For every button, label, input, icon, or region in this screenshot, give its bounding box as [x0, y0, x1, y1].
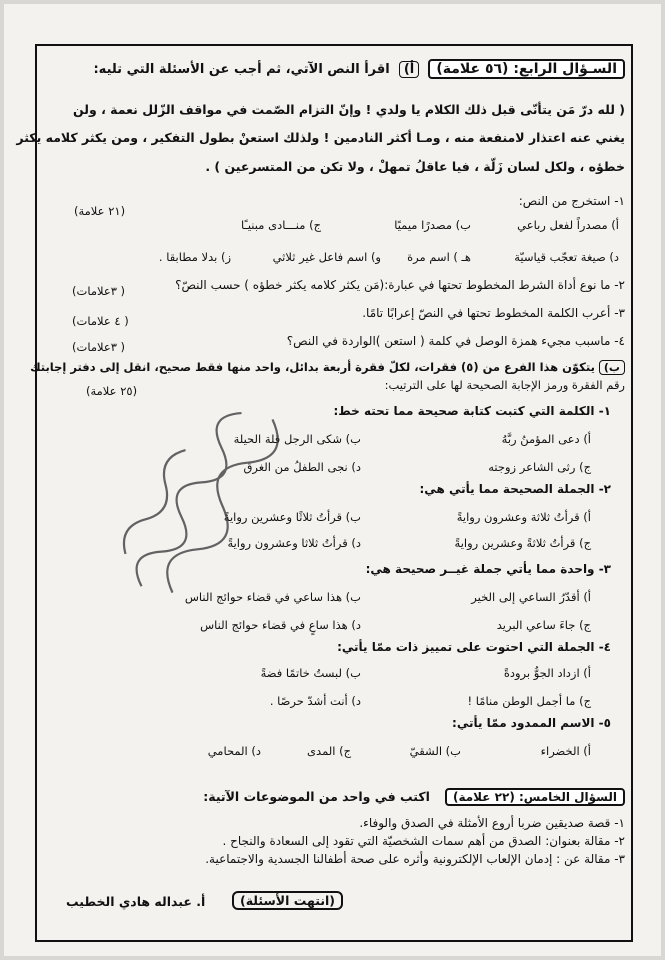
- passage-line-3: خطؤه ، ولكل لسان زَلّة ، فيا عاقلُ تمهلْ ، ولا تكن من المتسرعين ) .: [205, 159, 625, 174]
- question-4-instruction: اقرأ النص الآتي، ثم أجب عن الأسئلة التي تليه:: [93, 62, 390, 77]
- part-b-mark: (٢٥ علامة): [86, 384, 138, 398]
- mcq-1-option-b: ب) شكى الرجل قلة الحيلة: [233, 432, 361, 446]
- end-of-questions: [232, 890, 343, 909]
- mcq-2-stem: ٢- الجملة الصحيحة مما يأتي هي:: [419, 482, 611, 496]
- mcq-3-option-b: ب) هذا ساعي في قضاء حوائج الناس: [184, 590, 361, 604]
- question-4-header: [93, 58, 625, 78]
- passage-line-1: ( لله درّ مَن يتأنّى قبل ذلك الكلام يا ولدي ! وإنّ التزام الصّمت في مواقف الزّلل نعمة ، ولن: [73, 102, 625, 117]
- exam-sheet: [4, 4, 661, 956]
- part-b-line-2: رقم الفقرة ورمز الإجابة الصحيحة لها على الترتيب:: [384, 378, 625, 392]
- mcq-1-option-d: د) نجى الطفلُ من الغرق: [243, 460, 361, 474]
- question-4-title: السـؤال الرابع: (٥٦ علامة): [428, 59, 625, 79]
- mcq-3-stem: ٣- واحدة مما يأتي جملة غيــر صحيحة هي:: [365, 562, 611, 576]
- extract-b: ب) مصدرًا ميميًا: [394, 218, 471, 232]
- mcq-3-option-d: د) هذا ساعٍ في قضاء حوائج الناس: [200, 618, 361, 632]
- passage-line-2: يغني عنه اعتذار لامنفعة منه ، ومـا أكثر النادمين ! ولذلك استعنْ بطول التفكير ، ومن يكثر كلامه يكثر: [16, 130, 625, 145]
- question-5-title: السؤال الخامس: (٢٢ علامة): [445, 788, 625, 806]
- mcq-4-option-b: ب) لبستُ خاتمًا فضةً: [260, 666, 361, 680]
- item-4-mark: ( ٣علامات): [72, 340, 126, 354]
- mcq-4-option-d: د) أنت أشدّ حرصًا .: [269, 694, 361, 708]
- extract-a: أ) مصدراً لفعل رباعي: [517, 218, 619, 232]
- mcq-5-stem: ٥- الاسم الممدود ممّا يأتي:: [452, 716, 611, 730]
- mcq-4-option-c: ج) ما أجمل الوطن منامًا !: [467, 694, 591, 708]
- part-b-line-1: [30, 360, 625, 375]
- part-b-instruction-1: يتكوّن هذا الفرع من (٥) فقرات، لكلّ فقرة أربعة بدائل، واحد منها فقط صحيح، انقل إلى دفتر إجابتك: [30, 360, 595, 374]
- extract-c: ج) منـــادى مبنيـًا: [240, 218, 321, 232]
- item-3-text: ٣- أعرب الكلمة المخطوط تحتها في النصّ إعرابًا تامًا.: [362, 306, 625, 320]
- extract-f: و) اسم فاعل غير ثلاثي: [272, 250, 381, 264]
- end-label: (انتهت الأسئلة): [232, 891, 343, 910]
- extract-g: ز) بدلا مطابقا .: [158, 250, 231, 264]
- mcq-3-option-a: أ) أقدّرُ الساعي إلى الخير: [471, 590, 591, 604]
- item-4-text: ٤- ماسبب مجيء همزة الوصل في كلمة ( استعن )الواردة في النص؟: [286, 334, 625, 348]
- topic-3: ٣- مقالة عن : إدمان الإلعاب الإلكترونية وأثره على صحة أطفالنا الجسدية والاجتماعية.: [205, 852, 625, 866]
- item-2-mark: ( ٣علامات): [72, 284, 126, 298]
- topic-1: ١- قصة صديقين ضربا أروع الأمثلة في الصدق والوفاء.: [359, 816, 625, 830]
- item-1-mark: (٢١ علامة): [74, 204, 126, 218]
- mcq-2-option-d: د) قرأتُ ثلاثا وعشرون روايةً: [227, 536, 361, 550]
- mcq-5-option-b: ب) الشقيّ: [409, 744, 461, 758]
- mcq-2-option-a: أ) قرأتُ ثلاثة وعشرون روايةً: [456, 510, 591, 524]
- mcq-1-option-c: ج) رثى الشاعر زوجته: [488, 460, 591, 474]
- question-5-header: [203, 786, 625, 805]
- part-b-label: ب): [599, 360, 625, 375]
- question-5-instruction: اكتب في واحد من الموضوعات الآتية:: [203, 789, 430, 804]
- mcq-5-option-d: د) المحامي: [207, 744, 261, 758]
- mcq-1-stem: ١- الكلمة التي كتبت كتابة صحيحة مما تحته خط:: [333, 404, 611, 418]
- part-a-label: أ): [399, 61, 419, 78]
- mcq-3-option-c: ج) جاءَ ساعي البريد: [496, 618, 591, 632]
- item-1-text: ١- استخرج من النص:: [518, 194, 625, 208]
- mcq-5-option-c: ج) المدى: [307, 744, 351, 758]
- item-2-text: ٢- ما نوع أداة الشرط المخطوط تحتها في عبارة:(مَن يكثر كلامه يكثر خطؤه ) حسب النصّ؟: [175, 278, 625, 292]
- mcq-2-option-b: ب) قرأتُ ثلاثًا وعشرين روايةً: [223, 510, 361, 524]
- mcq-1-option-a: أ) دعى المؤمنُ ربَّهُ: [501, 432, 591, 446]
- extract-e: هـ ) اسم مرة: [407, 250, 471, 264]
- mcq-2-option-c: ج) قرأتُ ثلاثةً وعشرين روايةً: [454, 536, 591, 550]
- topic-2: ٢- مقالة بعنوان: الصدق من أهم سمات الشخصيّة التي تقود إلى السعادة والنجاح .: [222, 834, 625, 848]
- teacher-name: أ. عبداله هادي الخطيب: [66, 894, 206, 909]
- mcq-4-stem: ٤- الجملة التي احتوت على تمييز ذات ممّا يأتي:: [337, 640, 611, 654]
- mcq-4-option-a: أ) ازداد الجوُّ برودةً: [503, 666, 591, 680]
- mcq-5-option-a: أ) الخضراء: [540, 744, 591, 758]
- item-3-mark: ( ٤ علامات): [72, 314, 129, 328]
- extract-d: د) صيغة تعجّب قياسيّة: [514, 250, 619, 264]
